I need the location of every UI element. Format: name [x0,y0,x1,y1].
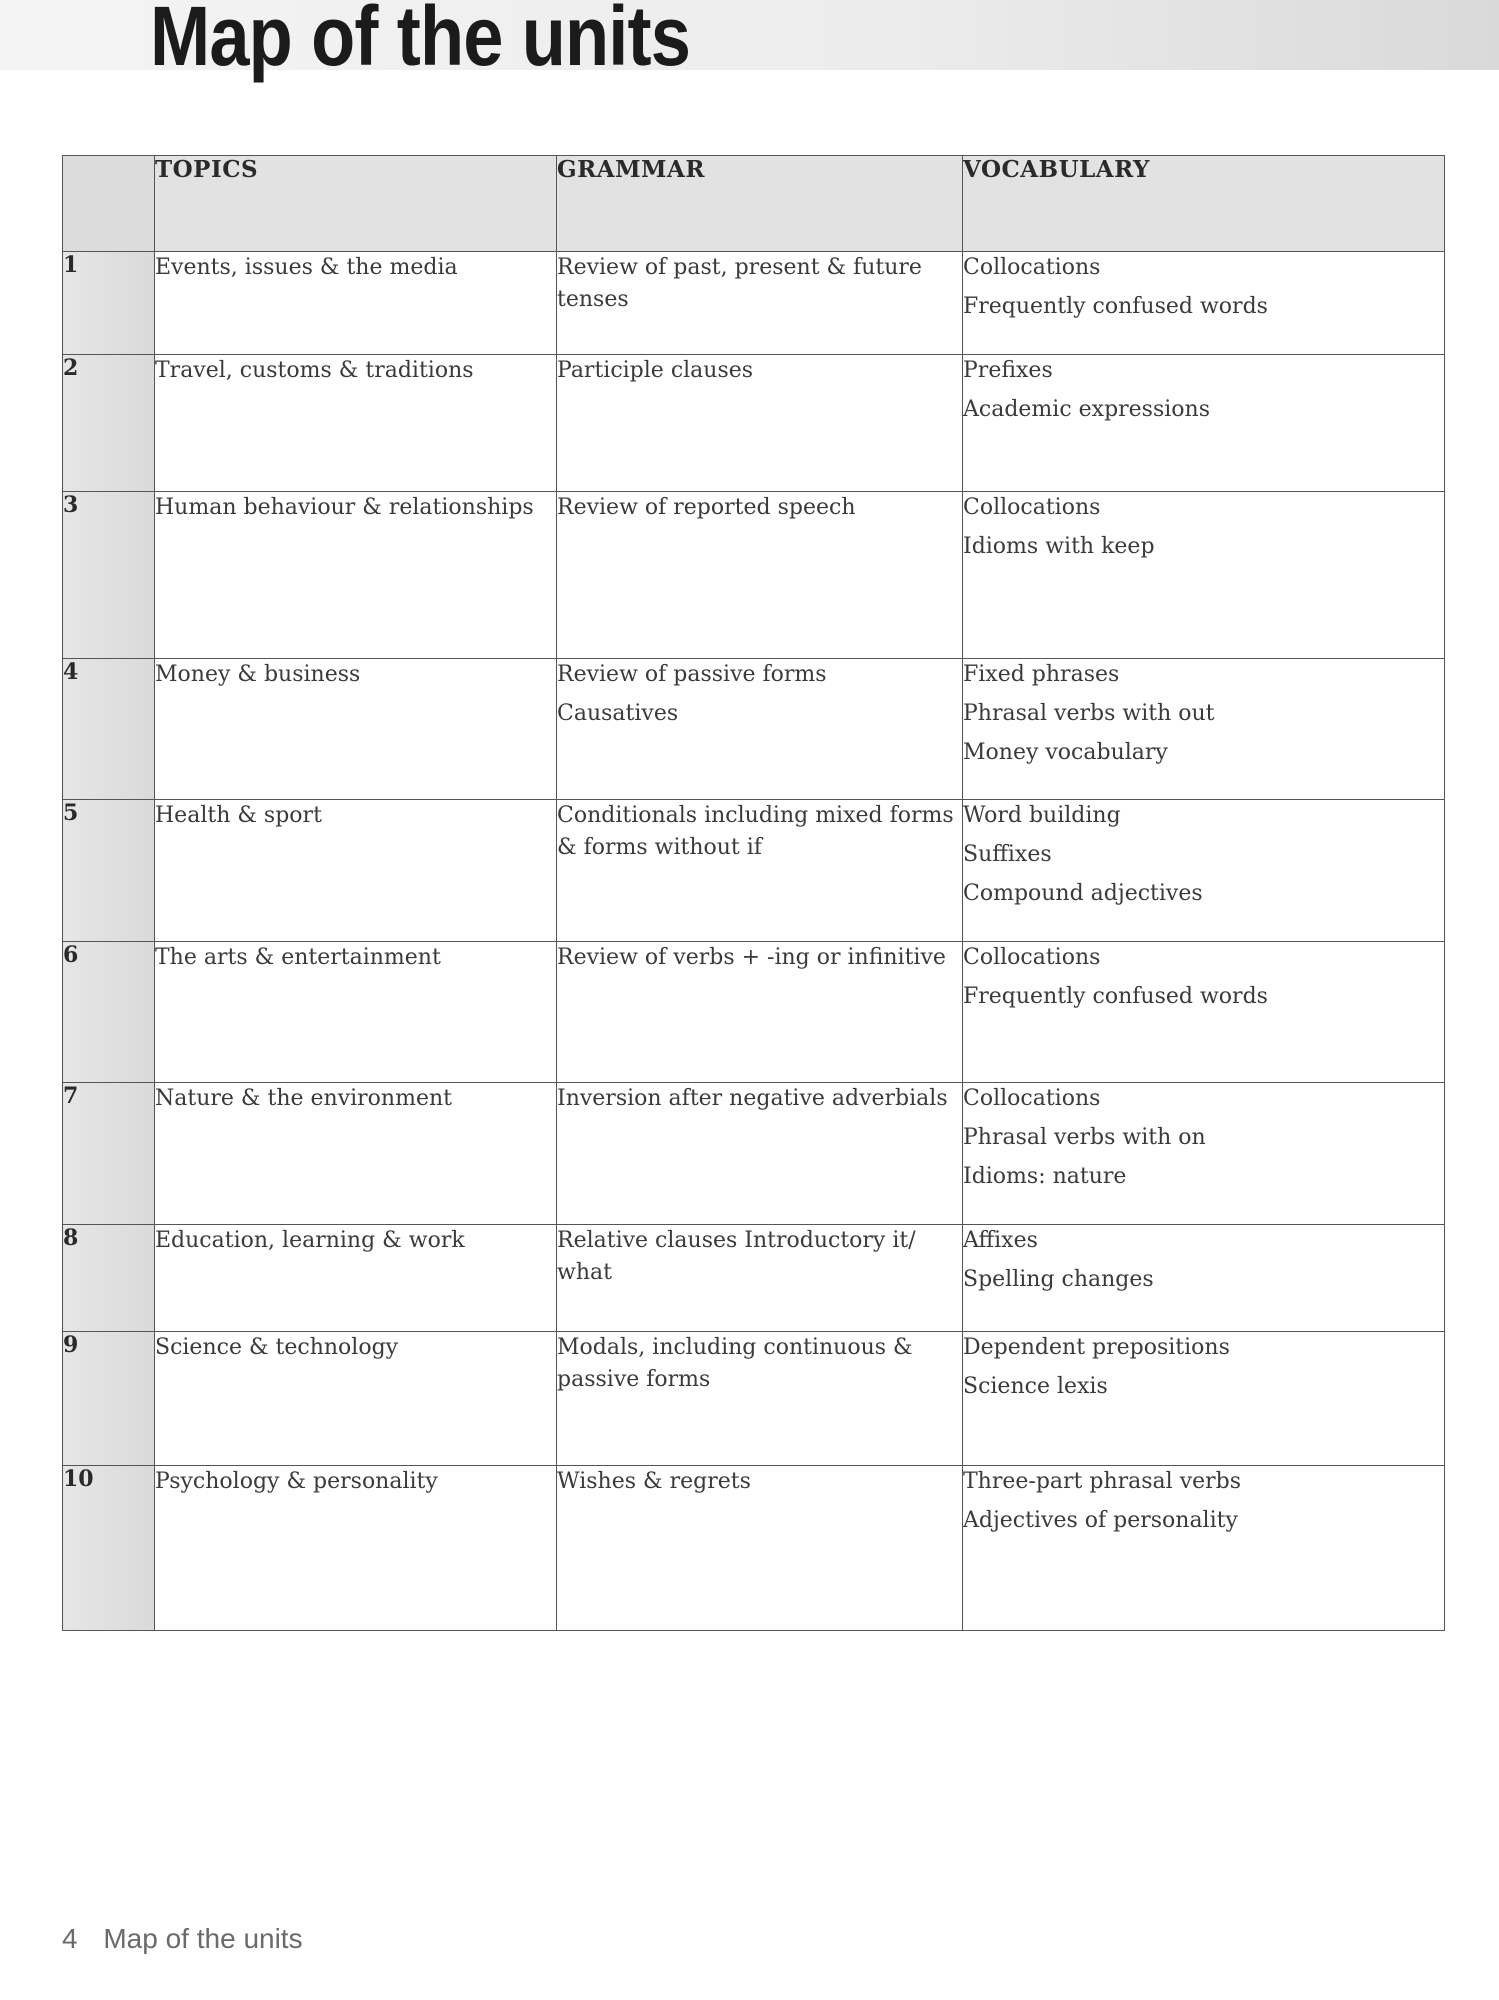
unit-vocabulary [963,1083,1445,1225]
unit-topic: Money & business [155,659,557,800]
vocabulary-item: Collocations [963,255,1101,280]
unit-number: 2 [63,355,155,492]
table-row [63,492,1445,659]
unit-number: 10 [63,1466,155,1631]
grammar-item: Causatives [557,701,679,726]
table-row [63,1332,1445,1466]
unit-vocabulary [963,1225,1445,1332]
unit-number: 1 [63,252,155,355]
vocabulary-item: Phrasal verbs with on [963,1125,1206,1150]
vocabulary-item: Idioms: nature [963,1164,1127,1189]
vocabulary-item: Science lexis [963,1374,1108,1399]
header-vocabulary: VOCABULARY [963,156,1445,252]
unit-grammar [557,1332,963,1466]
unit-vocabulary [963,1332,1445,1466]
unit-grammar [557,1466,963,1631]
header-grammar: GRAMMAR [557,156,963,252]
unit-vocabulary [963,355,1445,492]
vocabulary-item: Frequently confused words [963,294,1268,319]
table-row [63,1466,1445,1631]
grammar-item: Inversion after negative adverbials [557,1086,948,1111]
unit-grammar [557,1225,963,1332]
grammar-item: Review of reported speech [557,495,856,520]
vocabulary-item: Dependent prepositions [963,1335,1230,1360]
unit-topic: Science & technology [155,1332,557,1466]
grammar-item: Relative clauses Introductory it/ what [557,1228,916,1285]
grammar-item: Participle clauses [557,358,754,383]
unit-topic: Health & sport [155,800,557,942]
vocabulary-item: Three-part phrasal verbs [963,1469,1242,1494]
unit-topic: Human behaviour & relationships [155,492,557,659]
unit-topic: Psychology & personality [155,1466,557,1631]
unit-grammar [557,659,963,800]
unit-grammar [557,942,963,1083]
unit-number: 6 [63,942,155,1083]
unit-grammar [557,252,963,355]
header-number [63,156,155,252]
table-row [63,252,1445,355]
unit-number: 8 [63,1225,155,1332]
title-band [0,0,1499,83]
table-row [63,1083,1445,1225]
unit-number: 4 [63,659,155,800]
unit-grammar [557,355,963,492]
table-row [63,800,1445,942]
footer-label: Map of the units [103,1923,303,1954]
unit-topic: Nature & the environment [155,1083,557,1225]
unit-number: 3 [63,492,155,659]
vocabulary-item: Word building [963,803,1121,828]
unit-number: 9 [63,1332,155,1466]
unit-vocabulary [963,800,1445,942]
unit-vocabulary [963,1466,1445,1631]
table-row [63,942,1445,1083]
unit-number: 7 [63,1083,155,1225]
vocabulary-item: Frequently confused words [963,984,1268,1009]
unit-topic: The arts & entertainment [155,942,557,1083]
grammar-item: Review of passive forms [557,662,827,687]
unit-vocabulary [963,492,1445,659]
unit-vocabulary [963,252,1445,355]
page-title: Map of the units [150,0,691,83]
vocabulary-item: Idioms with keep [963,534,1155,559]
vocabulary-item: Affixes [963,1228,1038,1253]
grammar-item: Wishes & regrets [557,1469,751,1494]
vocabulary-item: Adjectives of personality [963,1508,1238,1533]
vocabulary-item: Fixed phrases [963,662,1120,687]
vocabulary-item: Collocations [963,495,1101,520]
unit-grammar [557,492,963,659]
unit-vocabulary [963,659,1445,800]
grammar-item: Conditionals including mixed forms & forms without if [557,803,954,860]
unit-grammar [557,800,963,942]
table-header-row [63,156,1445,252]
unit-vocabulary [963,942,1445,1083]
unit-topic: Education, learning & work [155,1225,557,1332]
unit-topic: Travel, customs & traditions [155,355,557,492]
vocabulary-item: Compound adjectives [963,881,1203,906]
vocabulary-item: Money vocabulary [963,740,1168,765]
page-footer [62,1923,303,1955]
table-row [63,355,1445,492]
unit-grammar [557,1083,963,1225]
page-number: 4 [62,1923,78,1954]
grammar-item: Modals, including continuous & passive forms [557,1335,913,1392]
vocabulary-item: Suffixes [963,842,1052,867]
vocabulary-item: Phrasal verbs with out [963,701,1215,726]
header-topics: TOPICS [155,156,557,252]
units-table [62,155,1445,1631]
grammar-item: Review of past, present & future tenses [557,255,922,312]
unit-number: 5 [63,800,155,942]
vocabulary-item: Academic expressions [963,397,1211,422]
vocabulary-item: Collocations [963,1086,1101,1111]
vocabulary-item: Collocations [963,945,1101,970]
table-row [63,1225,1445,1332]
grammar-item: Review of verbs + -ing or infinitive [557,945,946,970]
vocabulary-item: Spelling changes [963,1267,1154,1292]
table-row [63,659,1445,800]
unit-topic: Events, issues & the media [155,252,557,355]
vocabulary-item: Prefixes [963,358,1053,383]
